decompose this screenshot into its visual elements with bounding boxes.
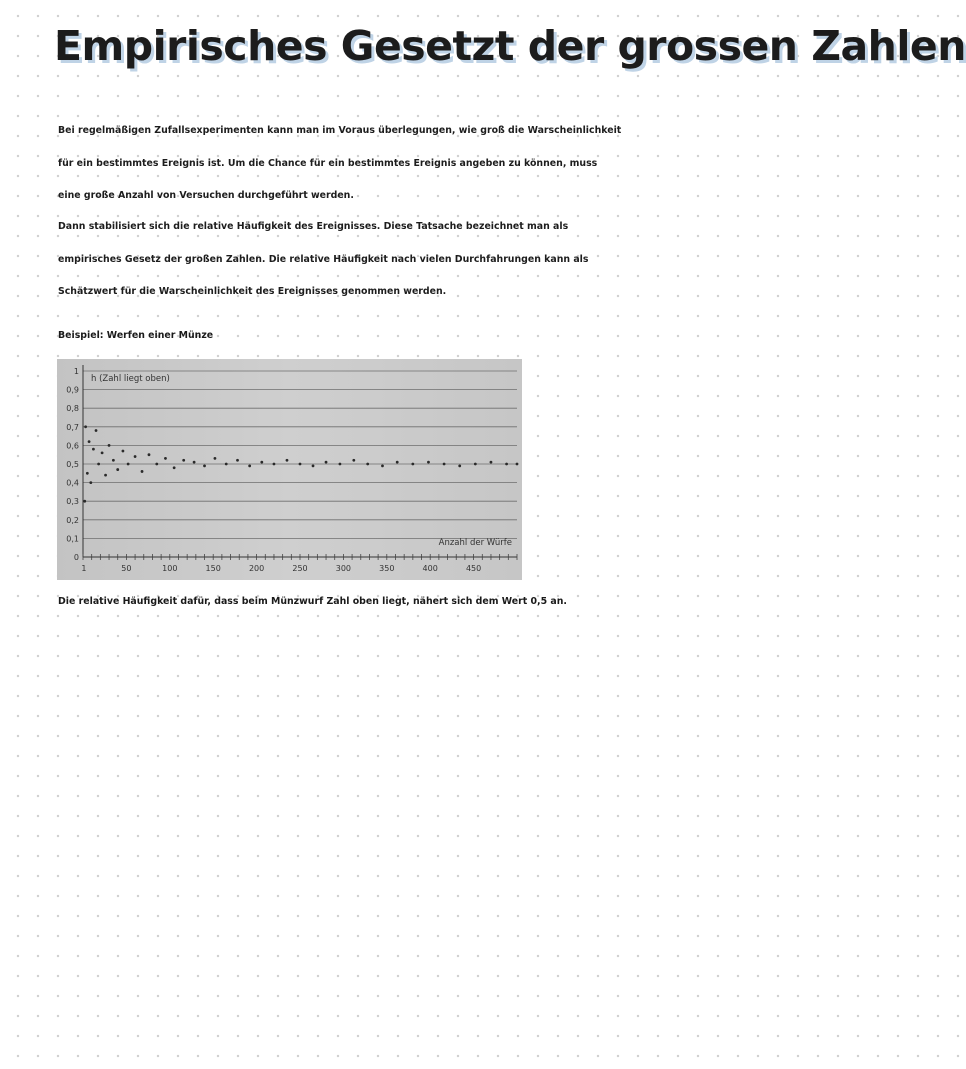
x-tick-label: 250 [292,564,308,573]
data-point [411,463,414,466]
data-point [352,459,355,462]
data-point [97,463,100,466]
text-line: Schätzwert für die Warscheinlichkeit des Ereignisses genommen werden. [58,286,447,297]
data-point [225,463,228,466]
data-point [122,450,125,453]
data-point [95,429,98,432]
data-point [141,470,144,473]
data-point [203,464,206,467]
data-point [86,472,89,475]
conclusion-text: Die relative Häufigkeit dafür, dass beim Münzwurf Zahl oben liegt, nähert sich dem Wert 0,5 an. [58,596,567,607]
x-tick-label: 450 [465,564,482,573]
text-line: für ein bestimmtes Ereignis ist. Um die Chance für ein bestimmtes Ereignis angeben zu können, muss [58,157,598,169]
data-point [443,463,446,466]
data-point [339,463,342,466]
intro-paragraph [58,115,678,213]
text-line: empirisches Gesetz der großen Zahlen. Die relative Häufigkeit nach vielen Durchfahrungen kann als [58,253,589,265]
data-point [273,463,276,466]
y-tick-label: 0,6 [66,441,79,451]
data-point [182,459,185,462]
data-point [505,463,508,466]
data-point [236,459,239,462]
data-point [89,481,92,484]
y-tick-label: 0,4 [66,478,79,488]
x-tick-label: 100 [162,564,178,573]
data-point [92,448,95,451]
data-point [381,464,384,467]
data-point [127,463,130,466]
scatter-chart [57,359,522,580]
y-tick-label: 0,2 [66,515,79,525]
x-tick-label: 1 [81,564,87,573]
y-tick-label: 0,9 [66,385,79,395]
data-point [173,466,176,469]
law-paragraph [58,211,678,309]
x-tick-label: 350 [379,564,395,573]
chart-photo [57,359,522,580]
data-point [193,461,196,464]
text-line: eine große Anzahl von Versuchen durchgeführt werden. [58,190,354,201]
y-tick-label: 1 [73,367,79,376]
data-point [396,461,399,464]
data-point [516,463,519,466]
x-tick-label: 50 [121,564,132,573]
data-point [248,464,251,467]
data-point [214,457,217,460]
data-point [299,463,302,466]
y-tick-label: 0,3 [66,497,79,507]
x-tick-label: 400 [422,564,438,573]
data-point [260,461,263,464]
data-point [286,459,289,462]
data-point [116,468,119,471]
data-point [83,500,86,503]
text-line: Bei regelmäßigen Zufallsexperimenten kann man im Voraus überlegungen, wie groß die Warscheinlichkeit [58,125,622,136]
data-point [84,425,87,428]
y-tick-label: 0,5 [66,460,79,469]
y-tick-label: 0,8 [66,404,79,414]
data-point [164,457,167,460]
data-point [148,453,151,456]
x-tick-label: 150 [205,564,221,573]
data-point [155,463,158,466]
data-point [474,463,477,466]
data-point [312,464,315,467]
x-tick-label: 300 [335,564,352,573]
data-point [88,440,91,443]
y-tick-label: 0 [73,553,79,562]
example-caption: Beispiel: Werfen einer Münze [58,330,214,341]
data-point [108,444,111,447]
data-point [134,455,137,458]
x-axis-label: Anzahl der Würfe [438,538,512,548]
y-tick-label: 0,7 [66,422,79,432]
text-line: Dann stabilisiert sich die relative Häufigkeit des Ereignisses. Diese Tatsache bezeichnet man als [58,221,569,232]
data-point [325,461,328,464]
data-point [112,459,115,462]
data-point [366,463,369,466]
page-title: Empirisches Gesetzt der grossen Zahlen [54,22,966,70]
x-tick-label: 200 [248,564,265,573]
data-point [101,451,104,454]
data-point [427,461,430,464]
data-point [104,474,107,477]
y-tick-label: 0,1 [66,534,79,544]
data-point [458,464,461,467]
y-axis-label: h (Zahl liegt oben) [91,374,170,384]
data-point [490,461,493,464]
